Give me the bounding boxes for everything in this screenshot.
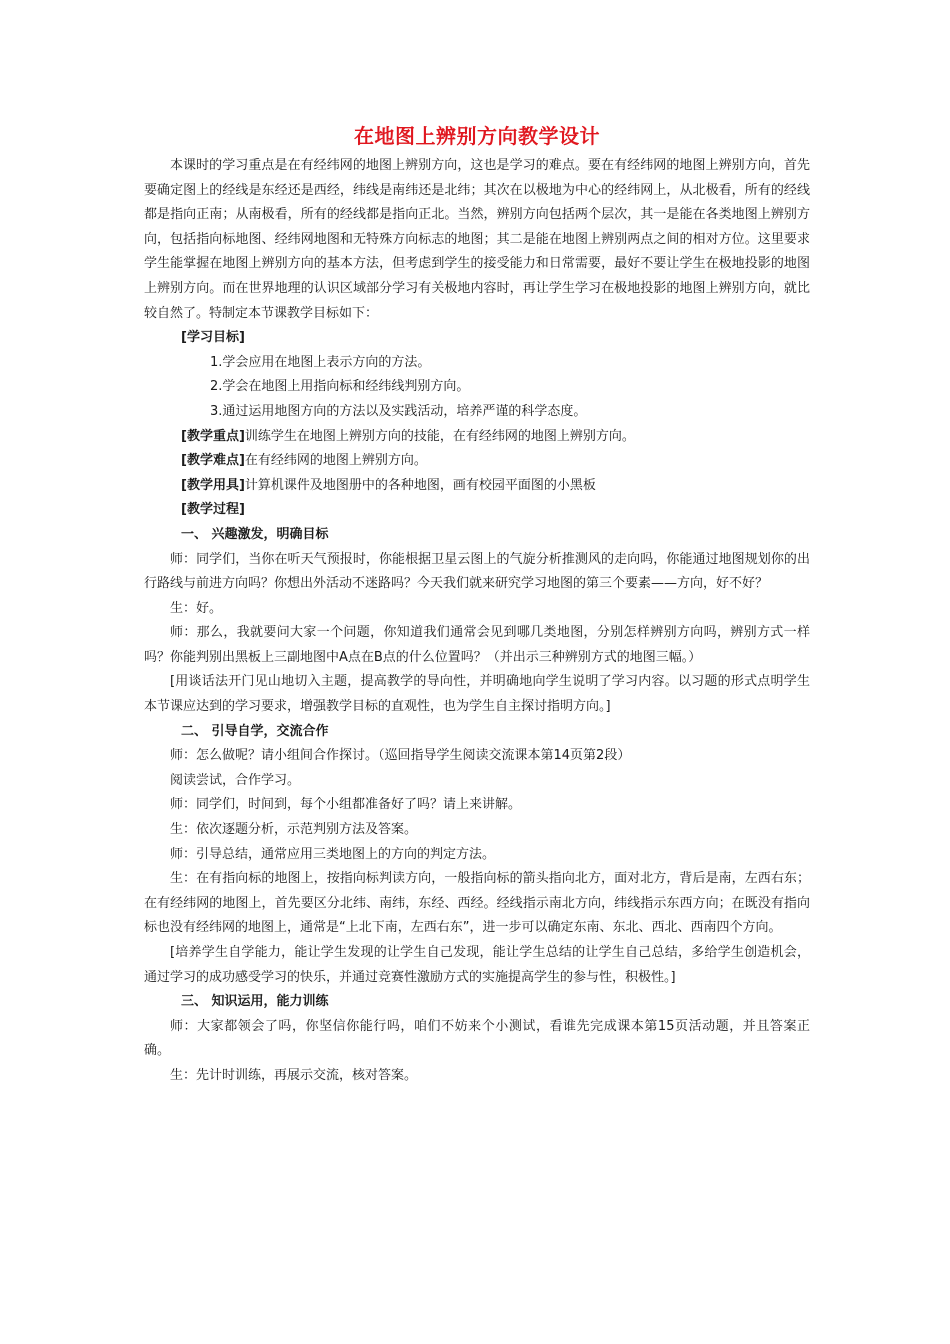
- section-paragraph: 生：在有指向标的地图上，按指向标判读方向，一般指向标的箭头指向北方，面对北方，背后是南，左西右东；在有经纬网的地图上，首先要区分北纬、南纬，东经、西经。经线指示南北方向，纬线指示东西方向；在既没有指向标也没有经纬网的地图上，通常是“上北下南，左西右东”，进一步可以确定东南、东北、西北、西南四个方向。: [144, 871, 810, 936]
- section-paragraph: 生：先计时训练，再展示交流，核对答案。: [170, 1067, 418, 1083]
- key-point-label: [教学重点]: [181, 428, 245, 444]
- section-paragraph: 师：同学们，当你在听天气预报时，你能根据卫星云图上的气旋分析推测风的走向吗，你能通过地图规划你的出行路线与前进方向吗？你想出外活动不迷路吗？今天我们就来研究学习地图的第三个要素——方向，好不好？: [144, 551, 810, 592]
- objectives-heading: [学习目标]: [181, 330, 245, 346]
- section-paragraph: 师：大家都领会了吗，你坚信你能行吗，咱们不妨来个小测试，看谁先完成课本第15页活动题，并且答案正确。: [144, 1018, 810, 1059]
- section-paragraph: 生：好。: [170, 600, 223, 616]
- document-page: [144, 118, 810, 1089]
- section-heading: 二、 引导自学，交流合作: [181, 723, 329, 739]
- key-point-line: [144, 425, 810, 450]
- process-heading: [教学过程]: [181, 502, 245, 518]
- section-paragraph: 生：依次逐题分析，示范判别方法及答案。: [170, 822, 418, 838]
- difficulty-label: [教学难点]: [181, 453, 245, 469]
- tools-line: [144, 474, 810, 499]
- section-paragraph: 师：同学们，时间到，每个小组都准备好了吗？请上来讲解。: [170, 797, 522, 813]
- tools-label: [教学用具]: [181, 477, 245, 493]
- difficulty-line: [144, 449, 810, 474]
- section-heading: 一、 兴趣激发，明确目标: [181, 526, 329, 542]
- tools-text: 计算机课件及地图册中的各种地图，画有校园平面图的小黑板: [244, 477, 596, 493]
- section-heading: 三、 知识运用，能力训练: [181, 994, 329, 1010]
- objective-item: 1.学会应用在地图上表示方向的方法。: [210, 354, 431, 370]
- section-paragraph: 阅读尝试，合作学习。: [170, 772, 301, 788]
- section-note: [用谈话法开门见山地切入主题，提高教学的导向性，并明确地向学生说明了学习内容。以习题的形式点明学生本节课应达到的学习要求，增强教学目标的直观性，也为学生自主探讨指明方向。]: [144, 674, 810, 715]
- section-paragraph: 师：那么，我就要问大家一个问题，你知道我们通常会见到哪几类地图，分别怎样辨别方向吗，辨别方式一样吗？你能判别出黑板上三副地图中A点在B点的什么位置吗？（并出示三种辨别方式的地图三幅。）: [144, 625, 810, 665]
- intro-paragraph: 本课时的学习重点是在有经纬网的地图上辨别方向，这也是学习的难点。要在有经纬网的地图上辨别方向，首先要确定图上的经线是东经还是西经，纬线是南纬还是北纬；其次在以极地为中心的经纬网上，从北极看，所有的经线都是指向正南；从南极看，所有的经线都是指向正北。当然，辨别方向包括两个层次，其一是能在各类地图上辨别方向，包括指向标地图、经纬网地图和无特殊方向标志的地图；其二是能在地图上辨别两点之间的相对方位。这里要求学生能掌握在地图上辨别方向的基本方法，但考虑到学生的接受能力和日常需要，最好不要让学生在极地投影的地图上辨别方向。而在世界地理的认识区域部分学习有关极地内容时，再让学生学习在极地投影的地图上辨别方向，就比较自然了。特制定本节课教学目标如下：: [144, 158, 810, 321]
- section-paragraph: 师：怎么做呢？请小组间合作探讨。（巡回指导学生阅读交流课本第14页第2段）: [170, 748, 631, 764]
- objective-item: 3.通过运用地图方向的方法以及实践活动，培养严谨的科学态度。: [210, 403, 587, 419]
- key-point-text: 训练学生在地图上辨别方向的技能，在有经纬网的地图上辨别方向。: [244, 428, 635, 444]
- objective-item: 2.学会在地图上用指向标和经纬线判别方向。: [210, 379, 470, 395]
- section-paragraph: 师：引导总结，通常应用三类地图上的方向的判定方法。: [170, 846, 496, 862]
- document-title: 在地图上辨别方向教学设计: [354, 124, 600, 148]
- section-note: [培养学生自学能力，能让学生发现的让学生自己发现，能让学生总结的让学生自己总结，多给学生创造机会，通过学习的成功感受学习的快乐，并通过竞赛性激励方式的实施提高学生的参与性，积极性。]: [144, 945, 810, 985]
- difficulty-text: 在有经纬网的地图上辨别方向。: [244, 453, 427, 469]
